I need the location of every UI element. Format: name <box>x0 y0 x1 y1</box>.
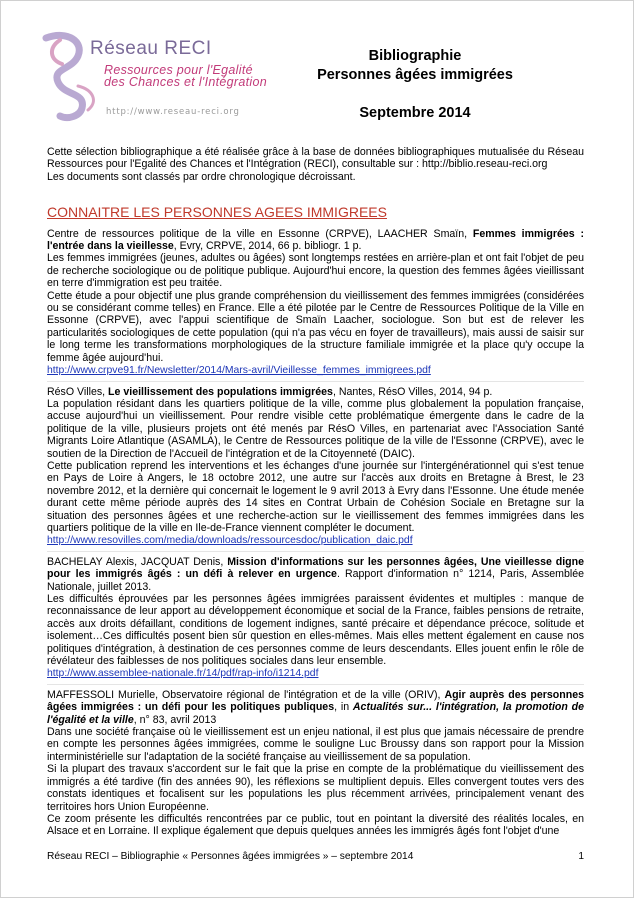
entry-abstract: Cette étude a pour objectif une plus grande compréhension du vieillissement des femmes immigrées (considérées ou se considérant comme telles) en France. Elle a été pilotée par le Centre de Ressources Politique de la Ville en Essonne (CRPVE), avec l'appui scientifique de Smaïn Laacher, sociologue. Son but est de relever les particularités sociologiques de cette population (qui n'a pas vécu en foyer de travailleurs), mais aussi de saisir sur le long terme les transformations morphologiques de la structure familiale immigrée et la place qu'y occupe la femme âgée aujourd'hui. <box>47 289 584 364</box>
section-title: CONNAITRE LES PERSONNES AGEES IMMIGREES <box>47 204 387 221</box>
logo-tagline <box>104 64 267 88</box>
bibliography-entry <box>47 556 584 681</box>
entry-in: , in <box>334 701 353 714</box>
intro-paragraph: Cette sélection bibliographique a été réalisée grâce à la base de données bibliographiques mutualisée du Réseau Ressources pour l'Egalité des Chances et l'Intégration (RECI), consultable sur : http://biblio.reseau-reci.org <box>47 146 584 171</box>
entry-title: Mission d'informations sur les personnes âgées, Une vieillesse digne pour les immigrés âgés : un défi à relever en urgence <box>47 555 584 581</box>
bibliography-entry <box>47 228 584 378</box>
entry-authors: RésO Villes, <box>47 385 109 398</box>
logo-url[interactable]: http://www.reseau-reci.org <box>106 107 240 117</box>
document-body <box>47 146 584 839</box>
entry-divider <box>47 381 584 382</box>
entry-link[interactable]: http://www.resovilles.com/media/downloads/ressourcesdoc/publication_daic.pdf <box>47 535 413 547</box>
page-number: 1 <box>578 851 584 862</box>
entry-reference <box>47 689 584 726</box>
logo-name: Réseau RECI <box>90 38 212 59</box>
entry-publication: , Evry, CRPVE, 2014, 66 p. bibliogr. 1 p. <box>173 240 362 253</box>
entry-title: Le vieillissement des populations immigrées <box>108 385 333 398</box>
entry-abstract: Ce zoom présente les difficultés rencontrées par ce public, tout en pointant la diversité des réalités locales, en Alsace et en Lorraine. Il explique également que depuis quelques années les immigrés âgés font l'objet d'une <box>47 812 584 838</box>
intro-sorting-note: Les documents sont classés par ordre chronologique décroissant. <box>47 170 356 183</box>
logo-tagline-line-2: des Chances et l'Intégration <box>104 75 267 89</box>
entry-abstract: Si la plupart des travaux s'accordent sur le fait que la prise en compte de la problématique du vieillissement des immigrés a été tardive (fin des années 90), les réflexions se multiplient depuis. Elles convergent toutes vers des constats identiques et focalisent sur les populations les plus récemment arrivées, principalement venant des territoires hors Union Européenne. <box>47 763 584 813</box>
document-date: Septembre 2014 <box>359 105 471 121</box>
footer-text: Réseau RECI – Bibliographie « Personnes âgées immigrées » – septembre 2014 <box>47 851 414 862</box>
entry-journal: Actualités sur... l'intégration, la promotion de l'égalité et la ville <box>47 701 584 726</box>
entry-divider <box>47 684 584 685</box>
bibliography-entry <box>47 689 584 838</box>
entry-link[interactable]: http://www.crpve91.fr/Newsletter/2014/Mars-avril/Vieillesse_femmes_immigrees.pdf <box>47 365 431 377</box>
entry-abstract: Cette publication reprend les interventions et les échanges d'une journée sur l'intergénérationnel qui s'est tenue en Pays de Loire à Angers, le 18 octobre 2012, une autre sur l'accès aux droits en Bretagne à Brest, le 23 novembre 2012, et la dernière qui concernait le logement le 9 avril 2013 à Evry dans l'Essonne. Une étude menée durant cette même période auprès des 14 sites en Contrat Urbain de Cohésion Sociale en Bretagne sur la situation des personnes âgées et une recherche-action sur le vieillissement des femmes immigrées dans les quartiers politique de la ville en Ile-de-France viennent compléter le document. <box>47 459 584 534</box>
title-line-1: Bibliographie <box>368 48 462 64</box>
entry-reference <box>47 556 584 593</box>
title-line-2: Personnes âgées immigrées <box>317 67 513 83</box>
entry-authors: Centre de ressources politique de la ville en Essonne (CRPVE), LAACHER Smaïn, <box>47 227 473 240</box>
entry-title: Femmes immigrées : l'entrée dans la vieillesse <box>47 227 584 253</box>
entry-reference <box>47 228 584 253</box>
reci-logo[interactable] <box>38 30 278 122</box>
entry-authors: MAFFESSOLI Murielle, Observatoire régional de l'intégration et de la ville (ORIV), <box>47 688 445 701</box>
entry-title: Agir auprès des personnes âgées immigrées : un défi pour les politiques publiques <box>47 688 585 714</box>
entry-abstract: La population résidant dans les quartiers politique de la ville, comme plus globalement la population française, accuse aujourd'hui un vieillissement. Pour rendre visible cette problématique émergente dans le cadre de la politique de la ville, plusieurs projets ont été menés par RésO Villes, en partenariat avec l'Association Santé Migrants Loire Atlantique (ASAMLA), le Centre de Ressources politique de la ville de l'Essonne (CRPVE), avec le soutien de la Direction de l'Accueil de l'intégration et de la Citoyenneté (DAIC). <box>47 397 584 460</box>
entry-abstract: Dans une société française où le vieillissement est un enjeu national, il est plus que jamais nécessaire de prendre en compte les personnes âgées immigrées, comme le souligne Luc Broussy dans son rapport pour la Mission interministérielle sur l'adaptation de la société française au vieillissement de sa population. <box>47 726 584 763</box>
entry-divider <box>47 551 584 552</box>
entry-link[interactable]: http://www.assemblee-nationale.fr/14/pdf/rap-info/i1214.pdf <box>47 668 319 680</box>
page-footer <box>47 851 584 862</box>
entry-abstract: Les difficultés éprouvées par les personnes âgées immigrées paraissent évidentes et multiples : manque de reconnaissance de leur apport au développement économique et social de la France, faibles pensions de retraite, accès aux droits défaillant, conditions de logement indignes, santé précaire et dépendance précoce, solitude et isolement…Ces difficultés posent bien sûr question en elles-mêmes. Mais elles mettent également en cause nos politiques d'intégration, à destination de ces personnes comme de leurs descendants. Elles jouent enfin le rôle de révélateur des faiblesses de nos politiques sociales dans leur ensemble. <box>47 593 584 668</box>
logo-tagline-line-1: Ressources pour l'Egalité <box>104 63 253 77</box>
bibliography-entry <box>47 386 584 548</box>
entry-publication: . Rapport d'information n° 1214, Paris, Assemblée Nationale, juillet 2013. <box>47 568 584 593</box>
entry-abstract: Les femmes immigrées (jeunes, adultes ou âgées) sont longtemps restées en arrière-plan et ont fait l'objet de peu de recherche sociologique ou de politique publique. Aujourd'hui encore, la question des femmes âgées vieillissant en terre d'immigration est peu traitée. <box>47 252 584 290</box>
entry-publication: , n° 83, avril 2013 <box>133 713 217 726</box>
entry-publication: , Nantes, RésO Villes, 2014, 94 p. <box>332 385 493 398</box>
entry-authors: BACHELAY Alexis, JACQUAT Denis, <box>47 555 228 568</box>
entry-reference <box>47 386 584 398</box>
document-title <box>300 47 530 85</box>
